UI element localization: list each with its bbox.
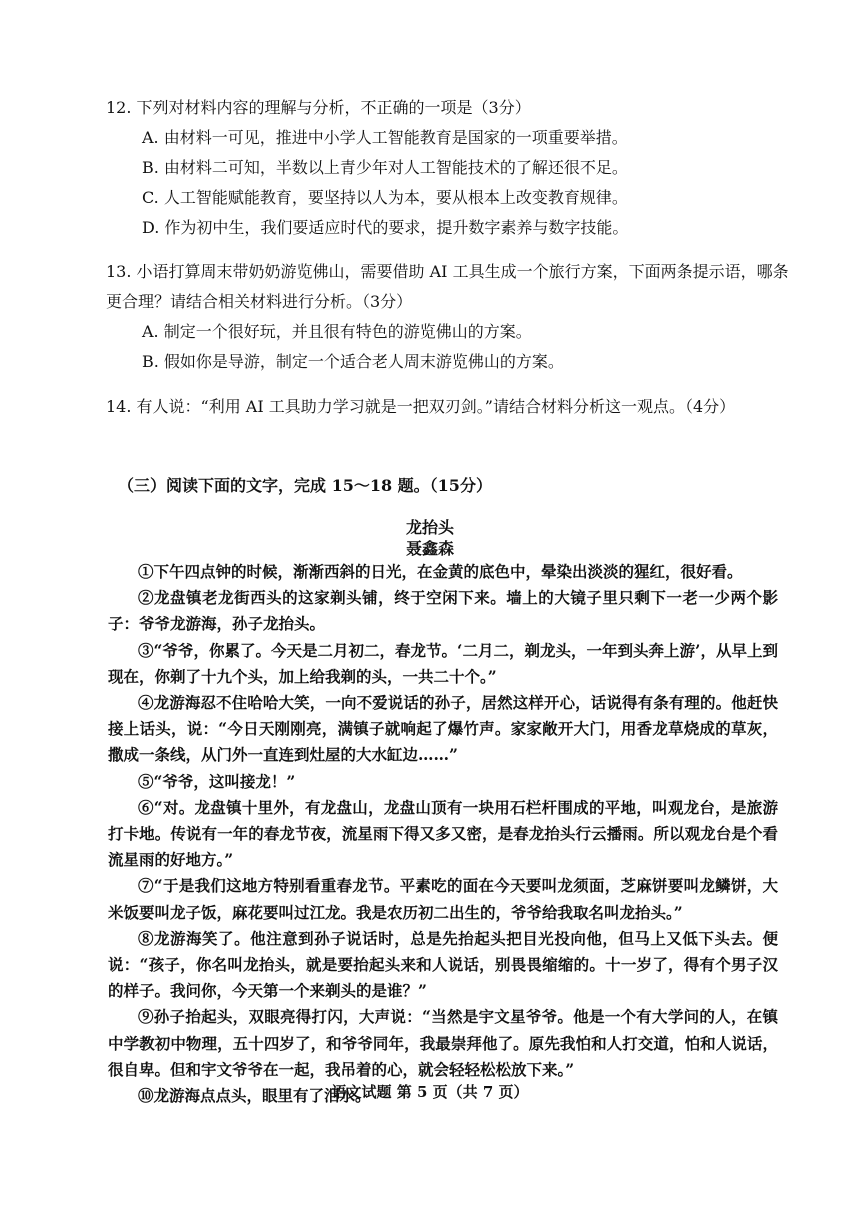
question-12-option-a: A. 由材料一可见，推进中小学人工智能教育是国家的一项重要举措。 [142,128,628,147]
question-12-option-c: C. 人工智能赋能教育，要坚持以人为本，要从根本上改变教育规律。 [142,188,628,207]
question-12-option-b: B. 由材料二可知，半数以上青少年对人工智能技术的了解还很不足。 [142,158,628,177]
story-paragraph: ⑧龙游海笑了。他注意到孙子说话时，总是先抬起头把目光投向他，但马上又低下头去。便说：“孩子，你名叫龙抬头，就是要抬起头来和人说话，别畏畏缩缩的。十一岁了，得有个男子汉的样子。我问你，今天第一个来剃头的是谁？” [108,928,778,1001]
page-footer: 语文试题 第 5 页（共 7 页） [331,1083,529,1101]
question-13-stem: 13. 小语打算周末带奶奶游览佛山，需要借助 AI 工具生成一个旅行方案，下面两条提示语，哪条更合理？请结合相关材料进行分析。（3分） [106,262,789,311]
story-paragraph: ③“爷爷，你累了。今天是二月初二，春龙节。‘二月二，剃龙头，一年到头奔上游’，从早上到现在，你剃了十九个头，加上给我剃的头，一共二十个。” [108,640,778,686]
question-12-stem: 12. 下列对材料内容的理解与分析，不正确的一项是（3分） [106,98,531,117]
story-paragraph: ⑨孙子抬起头，双眼亮得打闪，大声说：“当然是宇文星爷爷。他是一个有大学问的人，在镇中学教初中物理，五十四岁了，和爷爷同年，我最崇拜他了。原先我怕和人打交道，怕和人说话，很自卑。但和宇文爷爷在一起，我吊着的心，就会轻轻松松放下来。” [108,1007,778,1079]
question-13-option-b: B. 假如你是导游，制定一个适合老人周末游览佛山的方案。 [142,352,564,371]
story-title: 龙抬头 [405,518,454,537]
section-3-heading: （三）阅读下面的文字，完成 15～18 题。（15分） [118,476,492,495]
story-author: 聂鑫森 [405,539,454,558]
story-paragraph: ②龙盘镇老龙街西头的这家剃头铺，终于空闲下来。墙上的大镜子里只剩下一老一少两个影子：爷爷龙游海，孙子龙抬头。 [108,588,778,634]
story-paragraph: ⑩龙游海点点头，眼里有了泪水。 [138,1086,371,1106]
story-paragraph: ⑦“于是我们这地方特别看重春龙节。平素吃的面在今天要叫龙须面，芝麻饼要叫龙鳞饼，大米饭要叫龙子饭，麻花要叫过江龙。我是农历初二出生的，爷爷给我取名叫龙抬头。” [108,876,778,922]
story-paragraph: ①下午四点钟的时候，渐渐西斜的日光，在金黄的底色中，晕染出淡淡的猩红，很好看。 [138,562,743,581]
question-14-stem: 14. 有人说：“利用 AI 工具助力学习就是一把双刃剑。”请结合材料分析这一观点。（4分） [106,397,736,416]
question-12-option-d: D. 作为初中生，我们要适应时代的要求，提升数字素养与数字技能。 [142,218,629,237]
question-13 [106,257,796,377]
story-paragraph: ⑤“爷爷，这叫接龙！” [138,771,296,791]
question-12 [106,93,796,243]
story-paragraph: ④龙游海忍不住哈哈大笑，一向不爱说话的孙子，居然这样开心，话说得有条有理的。他赶快接上话头，说：“今日天刚刚亮，满镇子就响起了爆竹声。家家敞开大门，用香龙草烧成的草灰，撒成一条线，从门外一直连到灶屋的大水缸边……” [108,693,778,765]
question-13-option-a: A. 制定一个很好玩，并且很有特色的游览佛山的方案。 [142,322,532,341]
story-paragraph: ⑥“对。龙盘镇十里外，有龙盘山，龙盘山顶有一块用石栏杆围成的平地，叫观龙台，是旅游打卡地。传说有一年的春龙节夜，流星雨下得又多又密，是春龙抬头行云播雨。所以观龙台是个看流星雨的好地方。” [108,797,778,870]
story-body [108,559,778,1109]
question-14 [106,392,796,422]
